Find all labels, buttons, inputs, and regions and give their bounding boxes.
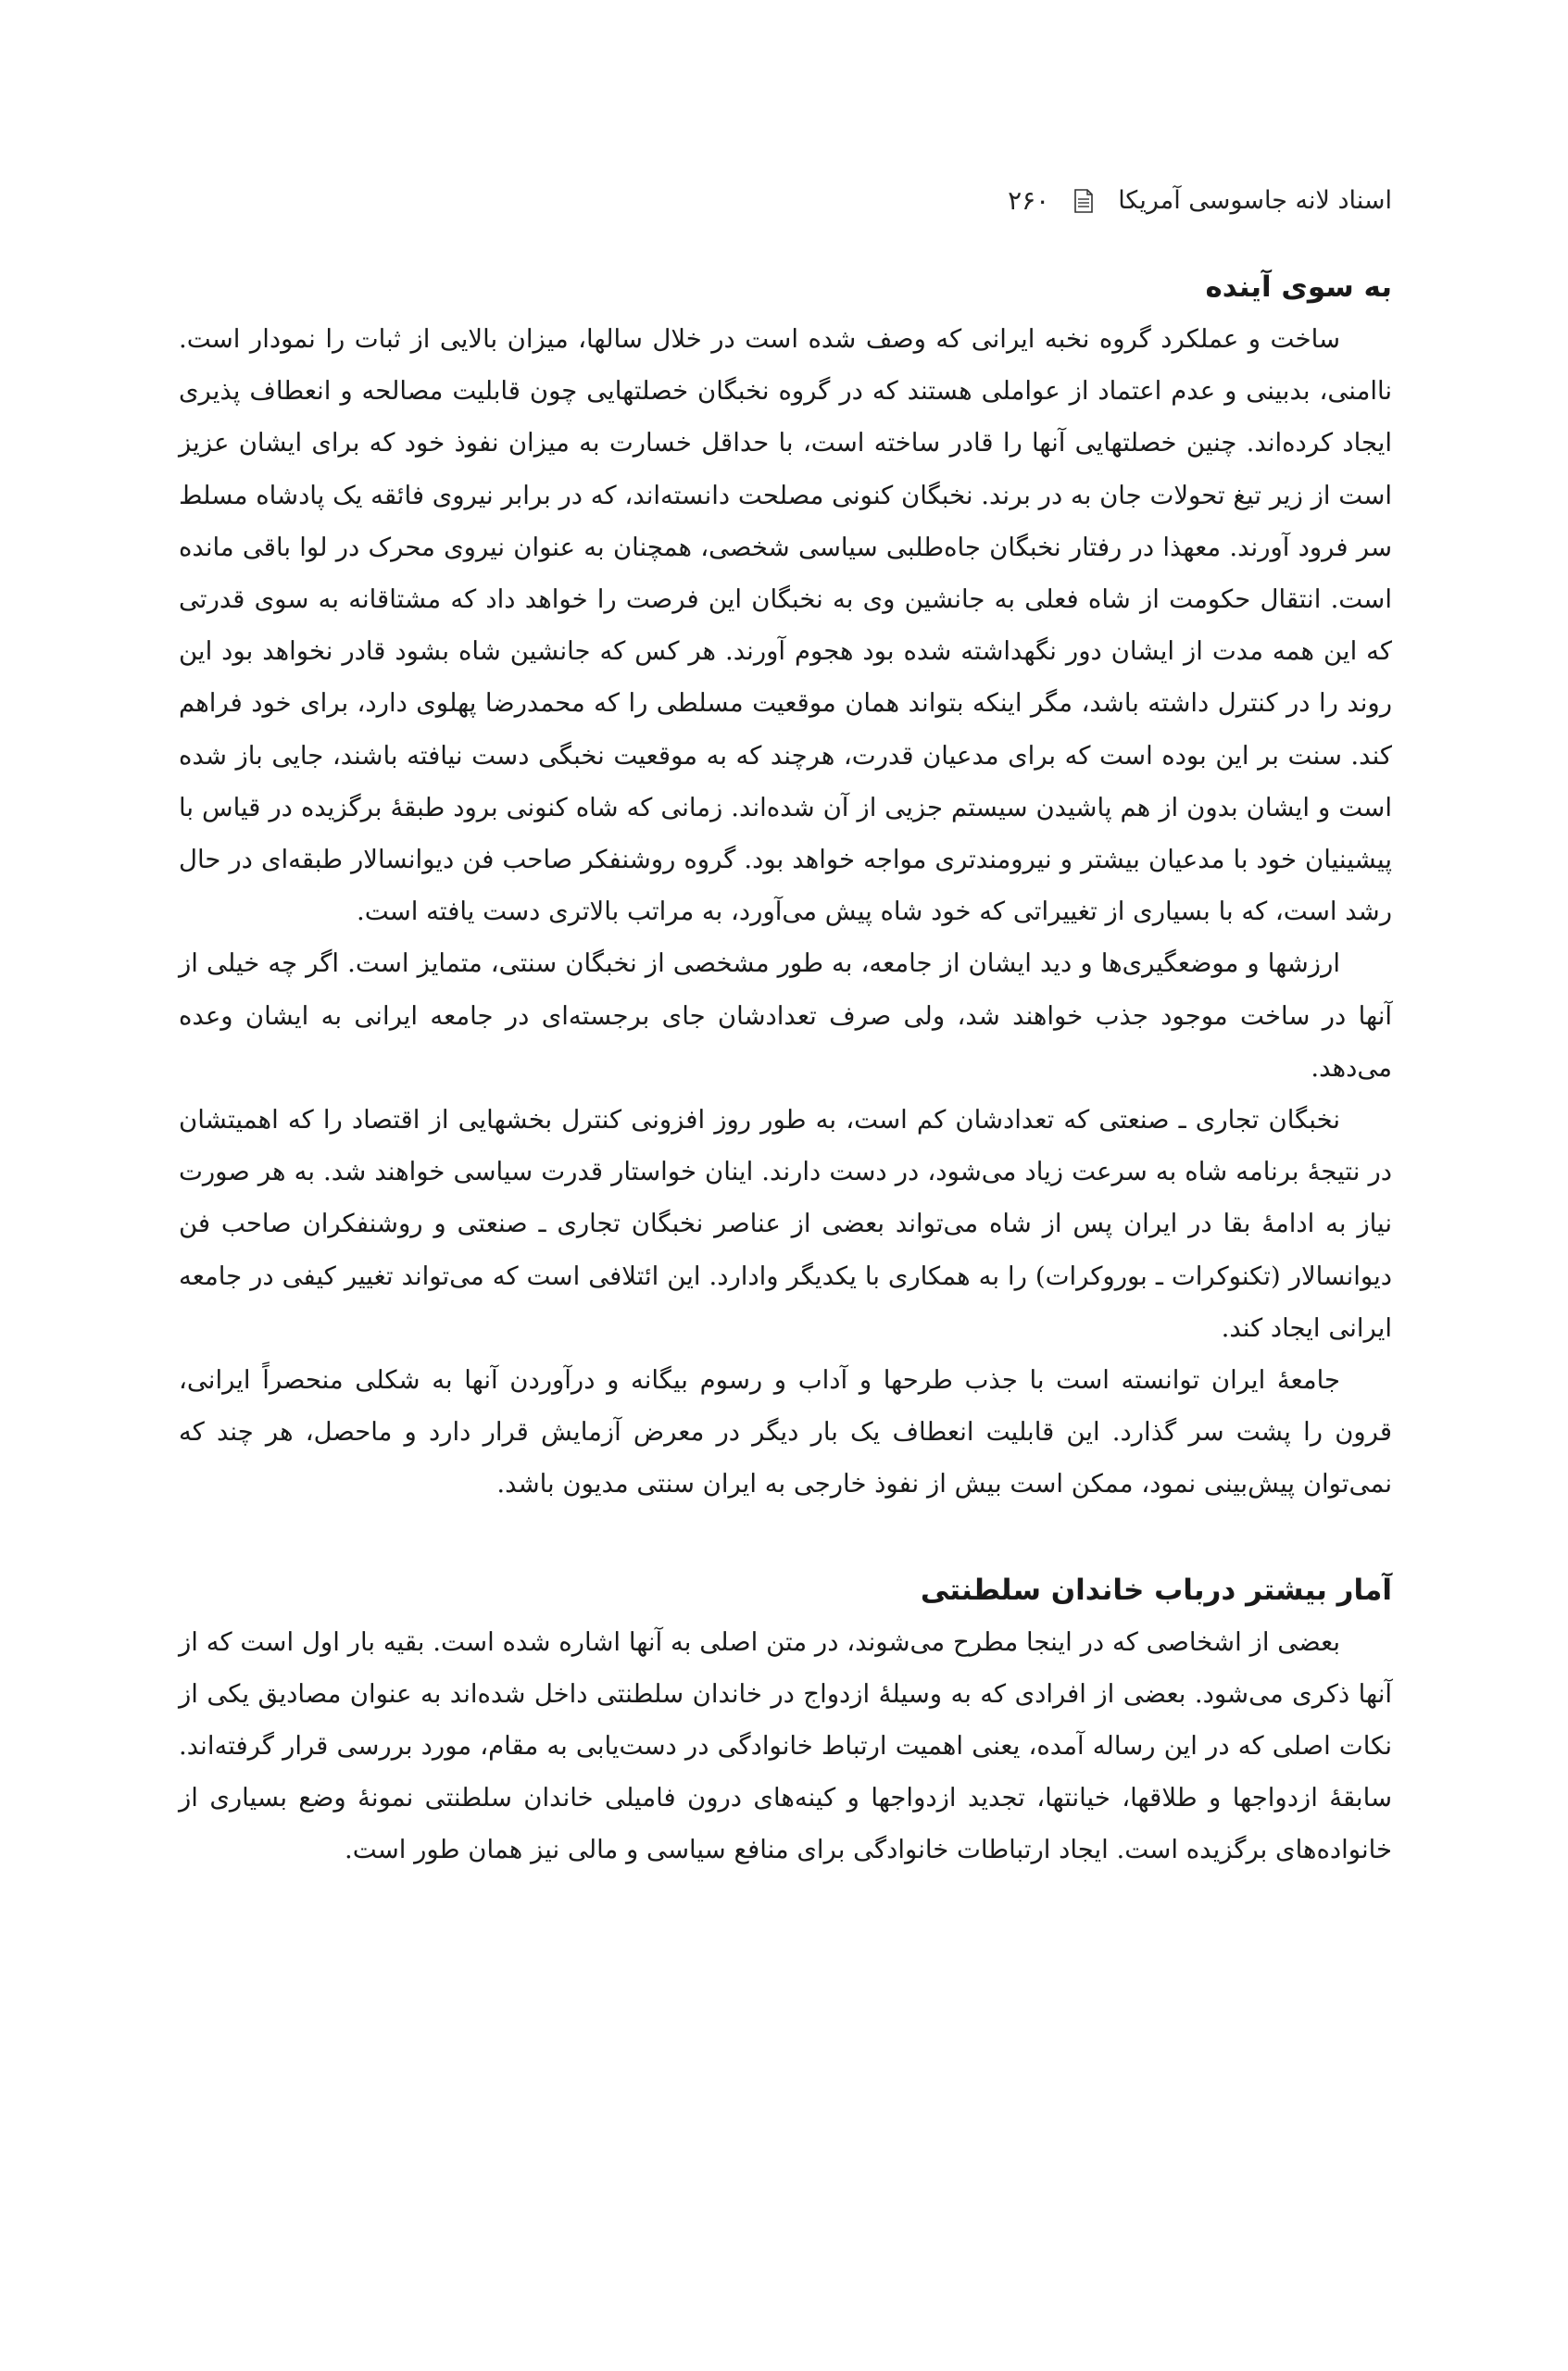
paragraph: بعضی از اشخاصی که در اینجا مطرح می‌شوند، در متن اصلی به آنها اشاره شده است. بقیه بار اول است که از آنها ذکری می‌شود. بعضی از افرادی که به وسیلهٔ ازدواج در خاندان سلطنتی داخل شده‌اند به عنوان مصادیق یکی از نکات اصلی که در این رساله آمده، یعنی اهمیت ارتباط خانوادگی در دست‌یابی به مقام، مورد بررسی قرار گرفته‌اند. سابقهٔ ازدواجها و طلاقها، خیانتها، تجدید ازدواجها و کینه‌های درون فامیلی خاندان سلطنتی نمونهٔ وضع بسیاری از خانواده‌های برگزیده است. ایجاد ارتباطات خانوادگی برای منافع سیاسی و مالی نیز همان طور است. xyxy=(179,1626,1392,1865)
paragraph: ساخت و عملکرد گروه نخبه ایرانی که وصف شده است در خلال سالها، میزان بالایی از ثبات را نمودار است. ناامنی، بدبینی و عدم اعتماد از عواملی هستند که در گروه نخبگان خصلتهایی چون قابلیت مصالحه و انعطاف پذیری ایجاد کرده‌اند. چنین خصلتهایی آنها را قادر ساخته است، با حداقل خسارت به میزان نفوذ خود که برای ایشان عزیز است از زیر تیغ تحولات جان به در برند. نخبگان کنونی مصلحت دانسته‌اند، که در برابر نیروی فائقه یک پادشاه مسلط سر فرود آورند. معهذا در رفتار نخبگان جاه‌طلبی سیاسی شخصی، همچنان به عنوان نیروی محرک در لوا باقی مانده است. انتقال حکومت از شاه فعلی به جانشین وی به نخبگان این فرصت را خواهد داد که مشتاقانه به سوی قدرتی که این همه مدت از ایشان دور نگهداشته شده بود هجوم آورند. هر کس که جانشین شاه بشود قادر نخواهد بود این روند را در کنترل داشته باشد، مگر اینکه بتواند همان موقعیت مسلطی را که محمدرضا پهلوی دارد، برای خود فراهم کند. سنت بر این بوده است که برای مدعیان قدرت، هرچند که به موقعیت نخبگی دست نیافته باشند، جایی باز شده است و ایشان بدون از هم پاشیدن سیستم جزیی از آن شده‌اند. زمانی که شاه کنونی برود طبقهٔ برگزیده در قیاس با پیشینیان خود با مدعیان بیشتر و نیرومندتری مواجه خواهد بود. گروه روشنفکر صاحب فن دیوانسالار طبقه‌ای در حال رشد است، که با بسیاری از تغییراتی که خود شاه پیش می‌آورد، به مراتب بالاتری دست یافته است. xyxy=(179,324,1392,927)
page-content xyxy=(179,261,1392,1876)
section-title-royal-family: آمار بیشتر درباب خاندان سلطنتی xyxy=(920,1573,1392,1607)
running-header xyxy=(1008,185,1392,216)
section-title-future: به سوی آینده xyxy=(1205,270,1392,304)
page-number: ۲۶۰ xyxy=(1008,185,1050,216)
paragraph: نخبگان تجاری ـ صنعتی که تعدادشان کم است، به طور روز افزونی کنترل بخشهایی از اقتصاد را که اهمیتشان در نتیجهٔ برنامه شاه به سرعت زیاد می‌شود، در دست دارند. اینان خواستار قدرت سیاسی خواهند شد. به هر صورت نیاز به ادامهٔ بقا در ایران پس از شاه می‌تواند بعضی از عناصر نخبگان تجاری ـ صنعتی و روشنفکران صاحب فن دیوانسالار (تکنوکرات ـ بوروکرات) را به همکاری با یکدیگر وادارد. این ائتلافی است که می‌تواند تغییر کیفی در جامعه ایرانی ایجاد کند. xyxy=(179,1105,1392,1343)
paragraph: جامعهٔ ایران توانسته است با جذب طرحها و آداب و رسوم بیگانه و درآوردن آنها به شکلی منحصراً ایرانی، قرون را پشت سر گذارد. این قابلیت انعطاف یک بار دیگر در معرض آزمایش قرار دارد و ماحصل، هر چند که نمی‌توان پیش‌بینی نمود، ممکن است بیش از نفوذ خارجی به ایران سنتی مدیون باشد. xyxy=(179,1365,1392,1499)
document-icon xyxy=(1073,189,1094,213)
paragraph: ارزشها و موضعگیری‌ها و دید ایشان از جامعه، به طور مشخصی از نخبگان سنتی، متمایز است. اگر چه خیلی از آنها در ساخت موجود جذب خواهند شد، ولی صرف تعدادشان جای برجسته‌ای در جامعه ایرانی به ایشان وعده می‌دهد. xyxy=(179,948,1392,1083)
book-title: اسناد لانه جاسوسی آمریکا xyxy=(1118,186,1392,215)
